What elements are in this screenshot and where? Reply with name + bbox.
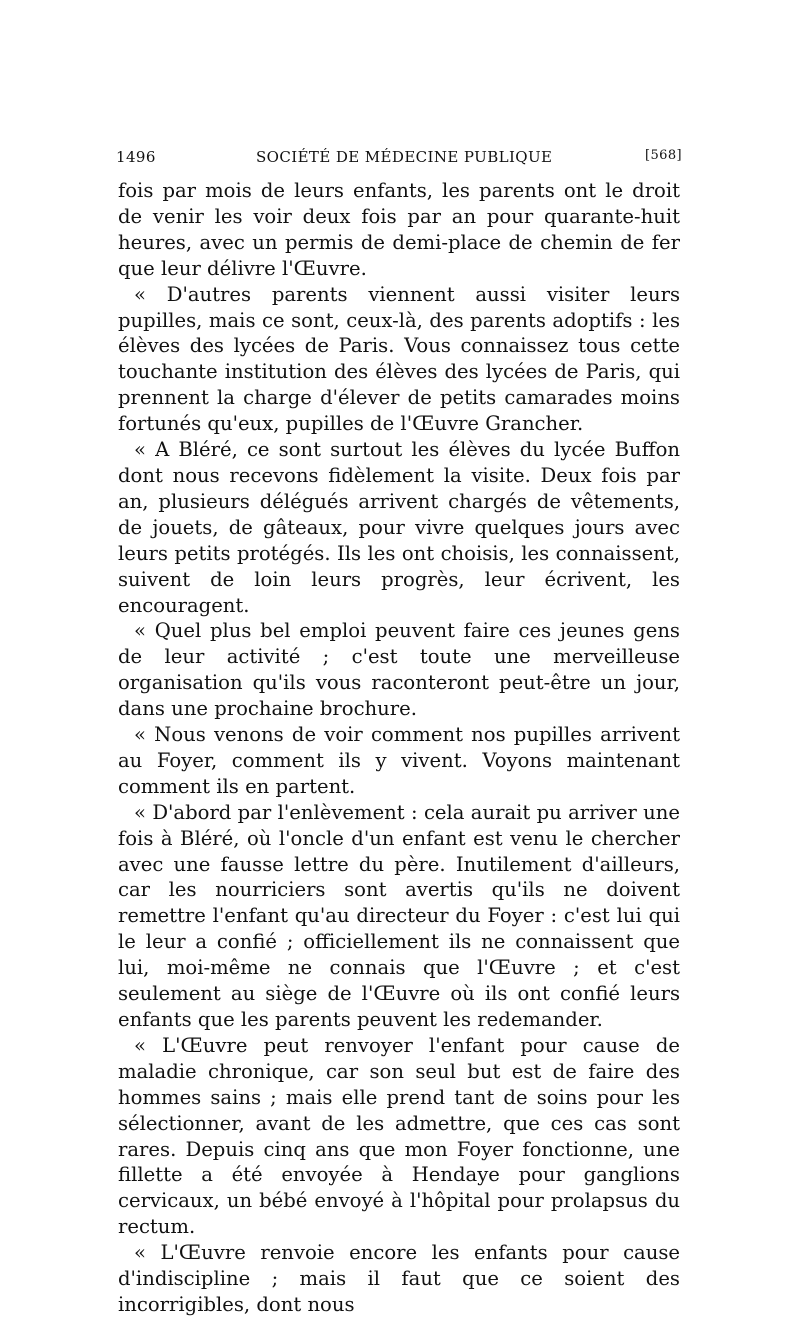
paragraph: « L'Œuvre peut renvoyer l'enfant pour cause de maladie chronique, car son seul but est de faire des hommes sains ; mais elle prend tant de soins pour les sélectionner, avant de les admettre, que ces cas sont rares. Depuis cinq ans que mon Foyer fonctionne, une fillette a été envoyée à Hendaye pour ganglions cervicaux, un bébé envoyé à l'hôpital pour prolapsus du rectum. xyxy=(118,1033,680,1239)
running-title: SOCIÉTÉ DE MÉDECINE PUBLIQUE xyxy=(256,148,553,166)
running-header xyxy=(116,148,682,172)
paragraph: « Nous venons de voir comment nos pupilles arrivent au Foyer, comment ils y vivent. Voyons maintenant comment ils en partent. xyxy=(118,723,680,798)
paragraph: « D'autres parents viennent aussi visiter leurs pupilles, mais ce sont, ceux-là, des parents adoptifs : les élèves des lycées de Paris. Vous connaissez tous cette touchante institution des élèves des lycées de Paris, qui prennent la charge d'élever de petits camarades moins fortunés qu'eux, pupilles de l'Œuvre Grancher. xyxy=(118,282,680,436)
body-text xyxy=(118,178,680,1318)
paragraph: fois par mois de leurs enfants, les parents ont le droit de venir les voir deux fois par an pour quarante-huit heures, avec un permis de demi-place de chemin de fer que leur délivre l'Œuvre. xyxy=(118,179,680,280)
paragraph: « A Bléré, ce sont surtout les élèves du lycée Buffon dont nous recevons fidèlement la visite. Deux fois par an, plusieurs délégués arrivent chargés de vêtements, de jouets, de gâteaux, pour vivre quelques jours avec leurs petits protégés. Ils les ont choisis, les connaissent, suivent de loin leurs progrès, leur écrivent, les encouragent. xyxy=(118,438,680,617)
paragraph: « D'abord par l'enlèvement : cela aurait pu arriver une fois à Bléré, où l'oncle d'un enfant est venu le chercher avec une fausse lettre du père. Inutilement d'ailleurs, car les nourriciers sont avertis qu'ils ne doivent remettre l'enfant qu'au directeur du Foyer : c'est lui qui le leur a confié ; officiellement ils ne connaissent que lui, moi-même ne connais que l'Œuvre ; et c'est seulement au siège de l'Œuvre où ils ont confié leurs enfants que les parents peuvent les redemander. xyxy=(118,800,680,1031)
paragraph: « Quel plus bel emploi peuvent faire ces jeunes gens de leur activité ; c'est toute une merveilleuse organisation qu'ils vous raconteront peut-être un jour, dans une prochaine brochure. xyxy=(118,619,680,721)
page-number: 1496 xyxy=(116,148,156,166)
paragraph: « L'Œuvre renvoie encore les enfants pour cause d'indiscipline ; mais il faut que ce soient des incorrigibles, dont nous xyxy=(118,1241,680,1316)
original-page-number: [568] xyxy=(645,148,682,163)
